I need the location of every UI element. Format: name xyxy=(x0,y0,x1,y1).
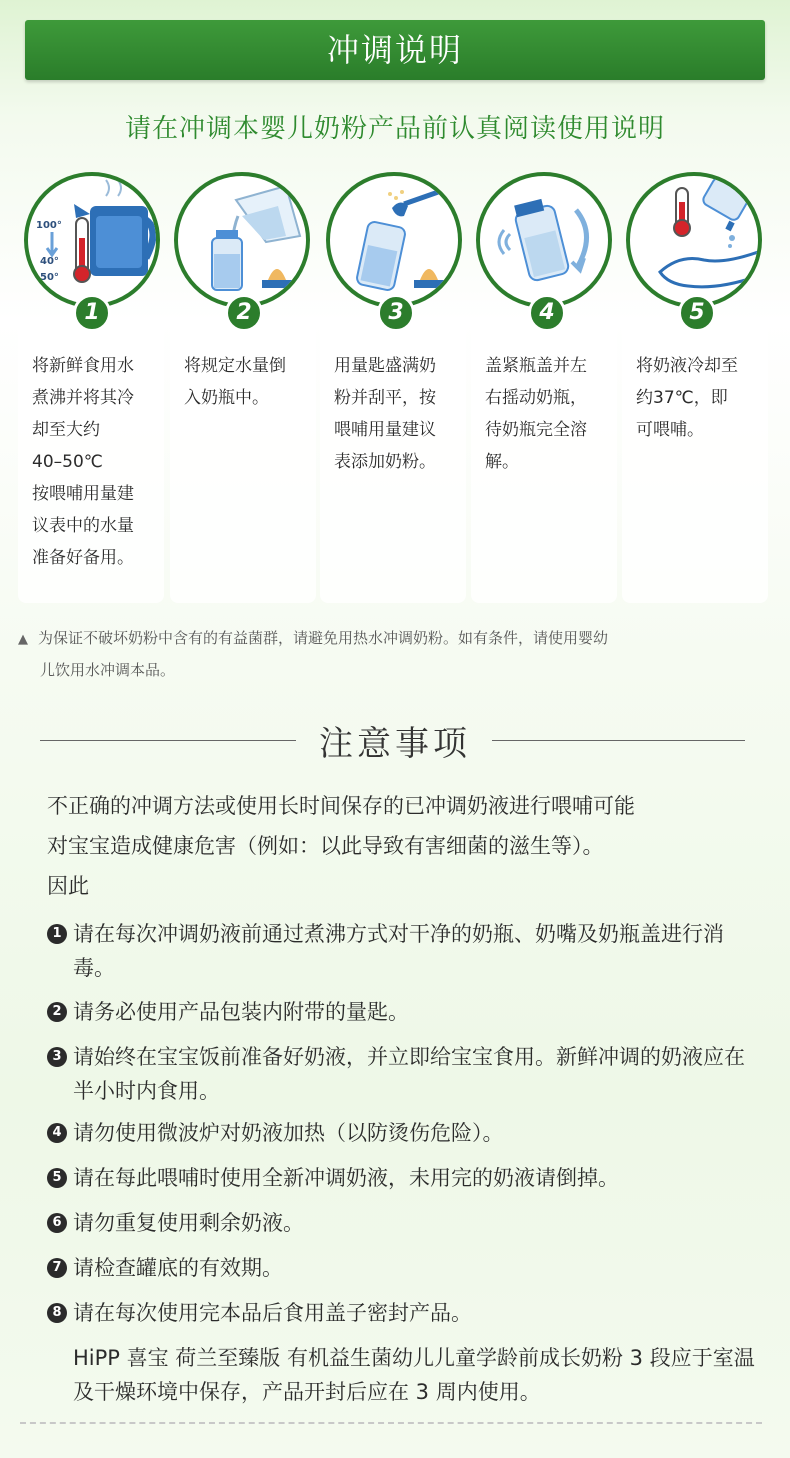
list-item xyxy=(47,1251,757,1285)
step-text-5: 将奶液冷却至 约37℃，即 可喂哺。 xyxy=(636,356,738,440)
attention-intro xyxy=(47,786,757,906)
item-text: 请检查罐底的有效期。 xyxy=(73,1256,283,1280)
item-text: 请在每此喂哺时使用全新冲调奶液，未用完的奶液请倒掉。 xyxy=(73,1166,619,1190)
thermo-label-40: 40° xyxy=(40,256,59,267)
item-number-icon: 1 xyxy=(47,924,67,944)
item-number-icon: 6 xyxy=(47,1213,67,1233)
warning-triangle-icon: ▲ xyxy=(18,632,28,647)
step-card-2 xyxy=(170,318,316,603)
title-divider-right xyxy=(492,740,745,741)
step-card-4 xyxy=(471,318,617,603)
step-text-2: 将规定水量倒 入奶瓶中。 xyxy=(184,356,286,408)
step-badge-3: 3 xyxy=(377,294,415,332)
intro-line-2: 对宝宝造成健康危害（例如：以此导致有害细菌的滋生等）。 xyxy=(47,834,604,858)
item-text: 请在每次使用完本品后食用盖子密封产品。 xyxy=(73,1301,472,1325)
hot-water-warning-note xyxy=(18,623,758,686)
list-item xyxy=(47,917,757,985)
pour-water-bottle-icon xyxy=(174,172,310,308)
item-text: 请勿重复使用剩余奶液。 xyxy=(73,1211,304,1235)
banner-title: 冲调说明 xyxy=(326,31,463,69)
kettle-thermometer-icon xyxy=(24,172,160,308)
storage-note xyxy=(47,1341,757,1409)
list-item xyxy=(47,1040,757,1108)
item-text: 请务必使用产品包装内附带的量匙。 xyxy=(73,1000,409,1024)
list-item xyxy=(47,1116,757,1150)
intro-line-1: 不正确的冲调方法或使用长时间保存的已冲调奶液进行喂哺可能 xyxy=(47,794,635,818)
cool-test-wrist-icon xyxy=(626,172,762,308)
list-item xyxy=(47,1161,757,1195)
step-badge-1: 1 xyxy=(73,294,111,332)
attention-title: 注意事项 xyxy=(319,724,471,764)
item-number-icon: 4 xyxy=(47,1123,67,1143)
bottom-dashed-divider xyxy=(20,1422,762,1424)
step-card-5 xyxy=(622,318,768,603)
note-line-1: 为保证不破坏奶粉中含有的有益菌群，请避免用热水冲调奶粉。如有条件，请使用婴幼 xyxy=(38,629,609,647)
thermo-label-50: 50° xyxy=(40,272,59,283)
step-text-4: 盖紧瓶盖并左 右摇动奶瓶， 待奶瓶完全溶 解。 xyxy=(485,356,587,472)
step-card-1 xyxy=(18,318,164,603)
item-number-icon: 2 xyxy=(47,1002,67,1022)
item-number-icon: 3 xyxy=(47,1047,67,1067)
scoop-powder-bottle-icon xyxy=(326,172,462,308)
step-badge-5: 5 xyxy=(678,294,716,332)
step-text-3: 用量匙盛满奶 粉并刮平，按 喂哺用量建议 表添加奶粉。 xyxy=(334,356,436,472)
step-badge-2: 2 xyxy=(225,294,263,332)
storage-text: HiPP 喜宝 荷兰至臻版 有机益生菌幼儿儿童学龄前成长奶粉 3 段应于室温及干燥环境中保存，产品开封后应在 3 周内使用。 xyxy=(73,1346,755,1404)
step-text-1: 将新鲜食用水 煮沸并将其冷 却至大约 40–50℃ 按喂哺用量建 议表中的水量 准备好备用。 xyxy=(32,356,134,568)
step-badge-4: 4 xyxy=(528,294,566,332)
item-text: 请在每次冲调奶液前通过煮沸方式对干净的奶瓶、奶嘴及奶瓶盖进行消毒。 xyxy=(73,922,724,980)
item-text: 请勿使用微波炉对奶液加热（以防烫伤危险）。 xyxy=(73,1121,504,1145)
list-item xyxy=(47,1206,757,1240)
item-number-icon: 5 xyxy=(47,1168,67,1188)
instructions-subtitle: 请在冲调本婴儿奶粉产品前认真阅读使用说明 xyxy=(124,114,665,144)
section-banner xyxy=(25,20,765,80)
step-card-3 xyxy=(320,318,466,603)
list-item xyxy=(47,1296,757,1330)
shake-bottle-icon xyxy=(476,172,612,308)
thermo-label-100: 100° xyxy=(36,220,62,231)
item-number-icon: 8 xyxy=(47,1303,67,1323)
note-line-2: 儿饮用水冲调本品。 xyxy=(40,661,176,679)
intro-line-3: 因此 xyxy=(47,874,89,898)
list-item xyxy=(47,995,757,1029)
item-text: 请始终在宝宝饭前准备好奶液，并立即给宝宝食用。新鲜冲调的奶液应在半小时内食用。 xyxy=(73,1045,745,1103)
item-number-icon: 7 xyxy=(47,1258,67,1278)
